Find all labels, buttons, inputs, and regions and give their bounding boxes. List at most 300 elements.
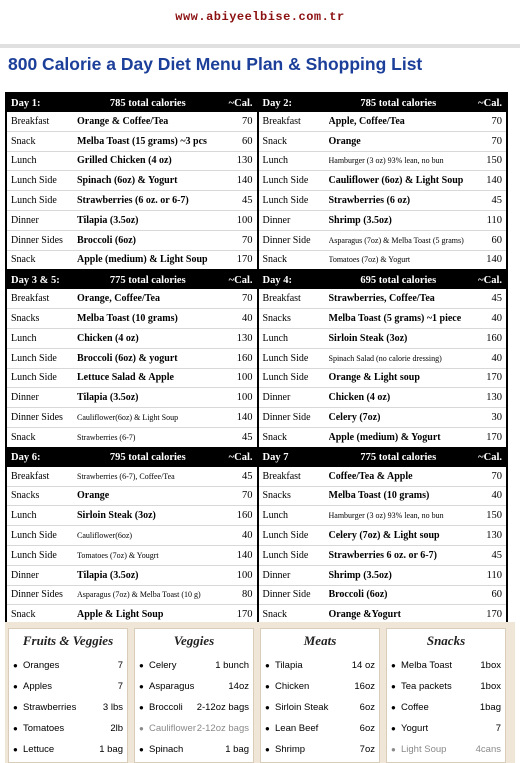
item-quantity: 14 oz <box>351 660 375 671</box>
shopping-item <box>13 697 123 718</box>
meal-calories: 70 <box>491 135 502 147</box>
meal-food: Cauliflower(6oz) <box>77 531 133 541</box>
meal-row <box>7 388 257 408</box>
meal-calories: 70 <box>491 115 502 127</box>
meal-type: Lunch Side <box>11 549 57 561</box>
day-header <box>259 449 507 467</box>
meal-calories: 140 <box>236 175 253 187</box>
meal-food: Grilled Chicken (4 oz) <box>77 155 172 167</box>
item-quantity: 2lb <box>110 723 123 734</box>
meal-food: Tomatoes (7oz) & Yougrt <box>77 550 159 560</box>
shopping-item <box>265 655 375 676</box>
menu-grid <box>5 92 508 626</box>
bullet-icon: ● <box>265 682 270 691</box>
shopping-item <box>13 655 123 676</box>
meal-type: Lunch Side <box>262 175 309 187</box>
meal-type: Dinner <box>11 392 39 404</box>
day-total-calories: 775 total calories <box>109 274 186 286</box>
meal-type: Dinner Side <box>262 234 311 246</box>
meal-food: Shrimp (3.5oz) <box>328 214 392 226</box>
day-total-calories: 695 total calories <box>360 274 437 286</box>
meal-type: Snack <box>11 254 36 266</box>
meal-food: Orange <box>77 490 110 502</box>
meal-type: Lunch <box>262 155 289 167</box>
meal-calories: 100 <box>236 569 253 581</box>
meal-row <box>7 369 257 389</box>
meal-calories: 70 <box>242 115 253 127</box>
item-name: Yogurt <box>401 723 429 734</box>
shopping-item <box>139 676 249 697</box>
meal-calories: 60 <box>242 135 253 147</box>
meal-calories: 40 <box>242 313 253 325</box>
meal-type: Dinner <box>262 392 291 404</box>
bullet-icon: ● <box>391 724 396 733</box>
shopping-heading: Meats <box>303 633 337 648</box>
meal-calories: 150 <box>486 155 502 167</box>
meal-type: Lunch <box>11 332 37 344</box>
meal-type: Breakfast <box>11 470 50 482</box>
meal-food: Shrimp (3.5oz) <box>328 569 392 581</box>
day-block-row <box>5 92 508 271</box>
meal-food: Strawberries 6 oz. or 6-7) <box>328 549 437 561</box>
meal-row <box>259 546 507 566</box>
meal-row <box>7 191 257 211</box>
meal-type: Breakfast <box>262 293 301 305</box>
item-name: Tilapia <box>275 660 303 671</box>
item-quantity: 1 bag <box>99 744 123 755</box>
meal-calories: 45 <box>242 195 253 207</box>
meal-food: Strawberries (6-7), Coffee/Tea <box>77 471 175 481</box>
meal-row <box>7 171 257 191</box>
meal-row <box>259 112 507 132</box>
meal-calories: 40 <box>491 352 502 364</box>
day-total-calories: 785 total calories <box>360 97 437 109</box>
shopping-column <box>260 628 380 763</box>
meal-type: Lunch Side <box>11 175 57 187</box>
meal-type: Lunch Side <box>11 352 57 364</box>
meal-food: Asparagus (7oz) & Melba Toast (10 g) <box>77 590 201 600</box>
meal-type: Lunch <box>262 510 289 522</box>
shopping-item <box>13 739 123 760</box>
item-quantity: 1 bunch <box>215 660 249 671</box>
meal-food: Orange <box>328 135 361 147</box>
meal-food: Hamburger (3 oz) 93% lean, no bun <box>328 511 444 521</box>
meal-calories: 110 <box>486 569 502 581</box>
meal-food: Spinach Salad (no calorie dressing) <box>328 353 442 363</box>
shopping-item <box>391 739 501 760</box>
meal-food: Chicken (4 oz) <box>77 332 139 344</box>
bullet-icon: ● <box>265 661 270 670</box>
item-name: Asparagus <box>149 681 195 692</box>
meal-row <box>7 112 257 132</box>
meal-row <box>259 526 507 546</box>
meal-calories: 40 <box>242 530 253 542</box>
meal-food: Melba Toast (15 grams) ~3 pcs <box>77 135 207 147</box>
meal-type: Dinner <box>11 569 39 581</box>
day-header <box>7 94 257 112</box>
day-name: Day 7 <box>262 452 289 464</box>
meal-row <box>259 388 507 408</box>
meal-calories: 60 <box>491 234 502 246</box>
meal-row <box>7 251 257 270</box>
meal-calories: 30 <box>491 412 502 424</box>
meal-type: Snacks <box>262 313 291 325</box>
item-quantity: 1box <box>480 660 501 671</box>
meal-row <box>7 566 257 586</box>
meal-calories: 70 <box>242 234 253 246</box>
meal-row <box>7 289 257 309</box>
bullet-icon: ● <box>265 703 270 712</box>
item-quantity: 2-12oz bags <box>196 723 249 734</box>
shopping-column <box>386 628 506 763</box>
bullet-icon: ● <box>391 661 396 670</box>
meal-type: Dinner <box>262 214 291 226</box>
meal-row <box>259 309 507 329</box>
calories-column-header: ~Cal. <box>228 274 253 286</box>
day-name: Day 3 & 5: <box>11 274 60 286</box>
item-quantity: 3 lbs <box>102 702 123 713</box>
meal-row <box>7 211 257 231</box>
meal-calories: 170 <box>236 609 253 621</box>
meal-food: Orange, Coffee/Tea <box>77 293 160 305</box>
meal-calories: 70 <box>242 293 253 305</box>
meal-food: Sirloin Steak (3oz) <box>328 332 408 344</box>
meal-calories: 80 <box>242 589 253 601</box>
meal-type: Lunch Side <box>262 372 309 384</box>
shopping-item <box>265 718 375 739</box>
meal-calories: 100 <box>236 372 253 384</box>
meal-calories: 170 <box>486 609 502 621</box>
meal-row <box>7 586 257 606</box>
calories-column-header: ~Cal. <box>478 452 502 464</box>
meal-food: Tomatoes (7oz) & Yogurt <box>328 255 411 265</box>
item-name: Tomatoes <box>23 723 65 734</box>
meal-calories: 40 <box>491 490 502 502</box>
shopping-item <box>265 697 375 718</box>
meal-row <box>259 171 507 191</box>
meal-row <box>259 231 507 251</box>
shopping-item <box>13 718 123 739</box>
meal-row <box>259 586 507 606</box>
meal-food: Tilapia (3.5oz) <box>77 214 139 226</box>
meal-type: Dinner Sides <box>11 234 63 246</box>
item-name: Strawberries <box>23 702 77 713</box>
bullet-icon: ● <box>391 682 396 691</box>
meal-calories: 45 <box>491 293 502 305</box>
shopping-item <box>265 739 375 760</box>
day-table <box>7 449 257 624</box>
meal-calories: 160 <box>236 510 253 522</box>
shopping-heading: Snacks <box>426 633 466 648</box>
item-quantity: 7 <box>117 681 123 692</box>
meal-calories: 130 <box>486 530 502 542</box>
meal-food: Melba Toast (10 grams) <box>77 313 178 325</box>
bullet-icon: ● <box>139 661 144 670</box>
meal-type: Snack <box>11 609 36 621</box>
meal-food: Chicken (4 oz) <box>328 392 391 404</box>
shopping-list <box>5 622 515 763</box>
meal-type: Lunch Side <box>262 549 309 561</box>
meal-type: Snack <box>11 135 36 147</box>
item-name: Shrimp <box>275 744 306 755</box>
meal-row <box>259 132 507 152</box>
meal-row <box>259 506 507 526</box>
meal-food: Broccoli (6oz) & yogurt <box>77 352 178 364</box>
meal-type: Dinner Side <box>262 412 311 424</box>
meal-food: Cauliflower(6oz) & Light Soup <box>77 413 179 423</box>
day-total-calories: 795 total calories <box>109 452 186 464</box>
meal-calories: 60 <box>491 589 502 601</box>
meal-food: Hamburger (3 oz) 93% lean, no bun <box>328 156 444 166</box>
calories-column-header: ~Cal. <box>228 97 253 109</box>
meal-row <box>259 408 507 428</box>
meal-row <box>259 487 507 507</box>
meal-calories: 70 <box>491 470 502 482</box>
meal-food: Orange & Light soup <box>328 372 420 384</box>
meal-type: Lunch Side <box>11 530 57 542</box>
shopping-item <box>391 655 501 676</box>
item-name: Oranges <box>23 660 60 671</box>
shopping-heading: Veggies <box>173 633 215 648</box>
meal-type: Lunch <box>11 155 37 167</box>
day-table <box>257 449 507 624</box>
item-quantity: 6oz <box>359 723 375 734</box>
item-name: Melba Toast <box>401 660 453 671</box>
meal-calories: 45 <box>242 470 253 482</box>
item-name: Tea packets <box>401 681 452 692</box>
meal-calories: 140 <box>486 175 502 187</box>
item-name: Coffee <box>401 702 429 713</box>
item-quantity: 1box <box>480 681 501 692</box>
meal-food: Asparagus (7oz) & Melba Toast (5 grams) <box>328 235 464 245</box>
item-name: Sirloin Steak <box>275 702 329 713</box>
meal-row <box>259 428 507 447</box>
day-block-row <box>5 449 508 626</box>
item-name: Cauliflower <box>149 723 196 734</box>
meal-type: Snacks <box>262 490 291 502</box>
meal-calories: 45 <box>491 549 502 561</box>
meal-row <box>7 309 257 329</box>
day-name: Day 2: <box>262 97 292 109</box>
item-name: Lean Beef <box>275 723 319 734</box>
day-total-calories: 775 total calories <box>360 452 437 464</box>
bullet-icon: ● <box>13 703 18 712</box>
meal-type: Dinner <box>11 214 39 226</box>
item-quantity: 6oz <box>359 702 375 713</box>
meal-calories: 150 <box>486 510 502 522</box>
day-header <box>7 449 257 467</box>
meal-calories: 140 <box>236 412 253 424</box>
meal-food: Sirloin Steak (3oz) <box>77 510 156 522</box>
meal-calories: 130 <box>486 392 502 404</box>
meal-food: Strawberries, Coffee/Tea <box>328 293 435 305</box>
item-name: Spinach <box>149 744 184 755</box>
meal-row <box>7 329 257 349</box>
meal-calories: 100 <box>236 392 253 404</box>
meal-calories: 170 <box>486 372 502 384</box>
site-url: www.abiyeelbise.com.tr <box>175 10 345 24</box>
item-quantity: 16oz <box>354 681 375 692</box>
meal-type: Lunch <box>262 332 289 344</box>
meal-row <box>7 408 257 428</box>
meal-row <box>259 251 507 270</box>
meal-calories: 160 <box>486 332 502 344</box>
meal-food: Apple & Light Soup <box>77 609 164 621</box>
meal-row <box>7 487 257 507</box>
bullet-icon: ● <box>13 745 18 754</box>
meal-row <box>259 191 507 211</box>
meal-calories: 140 <box>486 254 502 266</box>
shopping-item <box>391 676 501 697</box>
meal-food: Melba Toast (10 grams) <box>328 490 430 502</box>
calories-column-header: ~Cal. <box>228 452 253 464</box>
meal-type: Lunch Side <box>11 372 57 384</box>
meal-food: Coffee/Tea & Apple <box>328 470 413 482</box>
bullet-icon: ● <box>139 682 144 691</box>
meal-row <box>259 329 507 349</box>
meal-food: Melba Toast (5 grams) ~1 piece <box>328 313 462 325</box>
meal-type: Lunch <box>11 510 37 522</box>
day-block-row <box>5 271 508 448</box>
meal-type: Snack <box>262 135 287 147</box>
item-quantity: 1bag <box>479 702 501 713</box>
meal-food: Cauliflower (6oz) & Light Soup <box>328 175 464 187</box>
meal-food: Strawberries (6 oz. or 6-7) <box>77 195 189 207</box>
bullet-icon: ● <box>13 724 18 733</box>
item-quantity: 2-12oz bags <box>196 702 249 713</box>
meal-food: Celery (7oz) <box>328 412 381 424</box>
meal-food: Orange & Coffee/Tea <box>77 115 169 127</box>
meal-calories: 140 <box>236 549 253 561</box>
meal-row <box>259 289 507 309</box>
shopping-item <box>265 676 375 697</box>
meal-calories: 40 <box>491 313 502 325</box>
meal-row <box>7 467 257 487</box>
meal-row <box>7 349 257 369</box>
meal-food: Celery (7oz) & Light soup <box>328 530 440 542</box>
day-table <box>7 271 257 446</box>
item-quantity: 7 <box>117 660 123 671</box>
meal-row <box>7 428 257 447</box>
item-quantity: 4cans <box>475 744 501 755</box>
bullet-icon: ● <box>391 703 396 712</box>
meal-type: Breakfast <box>11 293 50 305</box>
meal-calories: 130 <box>236 155 253 167</box>
bullet-icon: ● <box>13 661 18 670</box>
shopping-heading: Fruits & Veggies <box>22 633 114 648</box>
bullet-icon: ● <box>139 745 144 754</box>
meal-row <box>7 506 257 526</box>
day-name: Day 4: <box>262 274 292 286</box>
meal-type: Breakfast <box>11 115 50 127</box>
meal-type: Dinner <box>262 569 291 581</box>
meal-row <box>259 211 507 231</box>
meal-food: Strawberries (6 oz) <box>328 195 411 207</box>
meal-type: Breakfast <box>262 115 301 127</box>
meal-row <box>7 231 257 251</box>
meal-calories: 45 <box>491 195 502 207</box>
day-header <box>7 271 257 289</box>
meal-type: Snacks <box>11 313 40 325</box>
shopping-item <box>13 676 123 697</box>
meal-type: Snack <box>11 431 36 443</box>
shopping-column <box>8 628 128 763</box>
shopping-item <box>139 697 249 718</box>
meal-row <box>7 132 257 152</box>
page-title: 800 Calorie a Day Diet Menu Plan & Shopping List <box>8 54 423 74</box>
meal-row <box>259 566 507 586</box>
meal-food: Spinach (6oz) & Yogurt <box>77 175 178 187</box>
meal-row <box>259 349 507 369</box>
bullet-icon: ● <box>139 703 144 712</box>
meal-type: Snack <box>262 431 287 443</box>
item-name: Broccoli <box>149 702 183 713</box>
meal-row <box>7 546 257 566</box>
divider <box>0 44 520 48</box>
meal-type: Lunch Side <box>262 195 309 207</box>
meal-food: Apple, Coffee/Tea <box>328 115 405 127</box>
meal-type: Dinner Sides <box>11 589 63 601</box>
shopping-item <box>139 655 249 676</box>
day-name: Day 1: <box>11 97 41 109</box>
item-quantity: 14oz <box>228 681 249 692</box>
meal-type: Breakfast <box>262 470 301 482</box>
meal-calories: 160 <box>236 352 253 364</box>
bullet-icon: ● <box>265 724 270 733</box>
meal-type: Lunch Side <box>262 352 309 364</box>
meal-calories: 110 <box>486 214 502 226</box>
bullet-icon: ● <box>391 745 396 754</box>
shopping-column <box>134 628 254 763</box>
item-quantity: 7oz <box>359 744 375 755</box>
meal-calories: 100 <box>236 214 253 226</box>
day-name: Day 6: <box>11 452 41 464</box>
meal-type: Dinner Sides <box>11 412 63 424</box>
meal-row <box>7 152 257 172</box>
shopping-item <box>139 739 249 760</box>
meal-food: Tilapia (3.5oz) <box>77 392 139 404</box>
meal-food: Apple (medium) & Yogurt <box>328 431 441 443</box>
meal-food: Tilapia (3.5oz) <box>77 569 139 581</box>
meal-calories: 45 <box>242 431 253 443</box>
item-name: Chicken <box>275 681 310 692</box>
day-header <box>259 94 507 112</box>
meal-food: Strawberries (6-7) <box>77 432 136 442</box>
meal-type: Lunch Side <box>11 195 57 207</box>
meal-food: Broccoli (6oz) <box>328 589 388 601</box>
meal-food: Lettuce Salad & Apple <box>77 372 174 384</box>
calories-column-header: ~Cal. <box>478 97 502 109</box>
meal-type: Snack <box>262 254 287 266</box>
meal-food: Apple (medium) & Light Soup <box>77 254 208 266</box>
meal-type: Lunch Side <box>262 530 309 542</box>
bullet-icon: ● <box>265 745 270 754</box>
bullet-icon: ● <box>139 724 144 733</box>
day-table <box>7 94 257 269</box>
shopping-item <box>391 718 501 739</box>
meal-row <box>259 369 507 389</box>
meal-calories: 70 <box>242 490 253 502</box>
meal-food: Orange &Yogurt <box>328 609 401 621</box>
shopping-item <box>391 697 501 718</box>
item-name: Lettuce <box>23 744 55 755</box>
meal-calories: 170 <box>236 254 253 266</box>
bullet-icon: ● <box>13 682 18 691</box>
meal-calories: 130 <box>236 332 253 344</box>
meal-food: Broccoli (6oz) <box>77 234 136 246</box>
meal-type: Dinner Side <box>262 589 311 601</box>
meal-row <box>259 152 507 172</box>
